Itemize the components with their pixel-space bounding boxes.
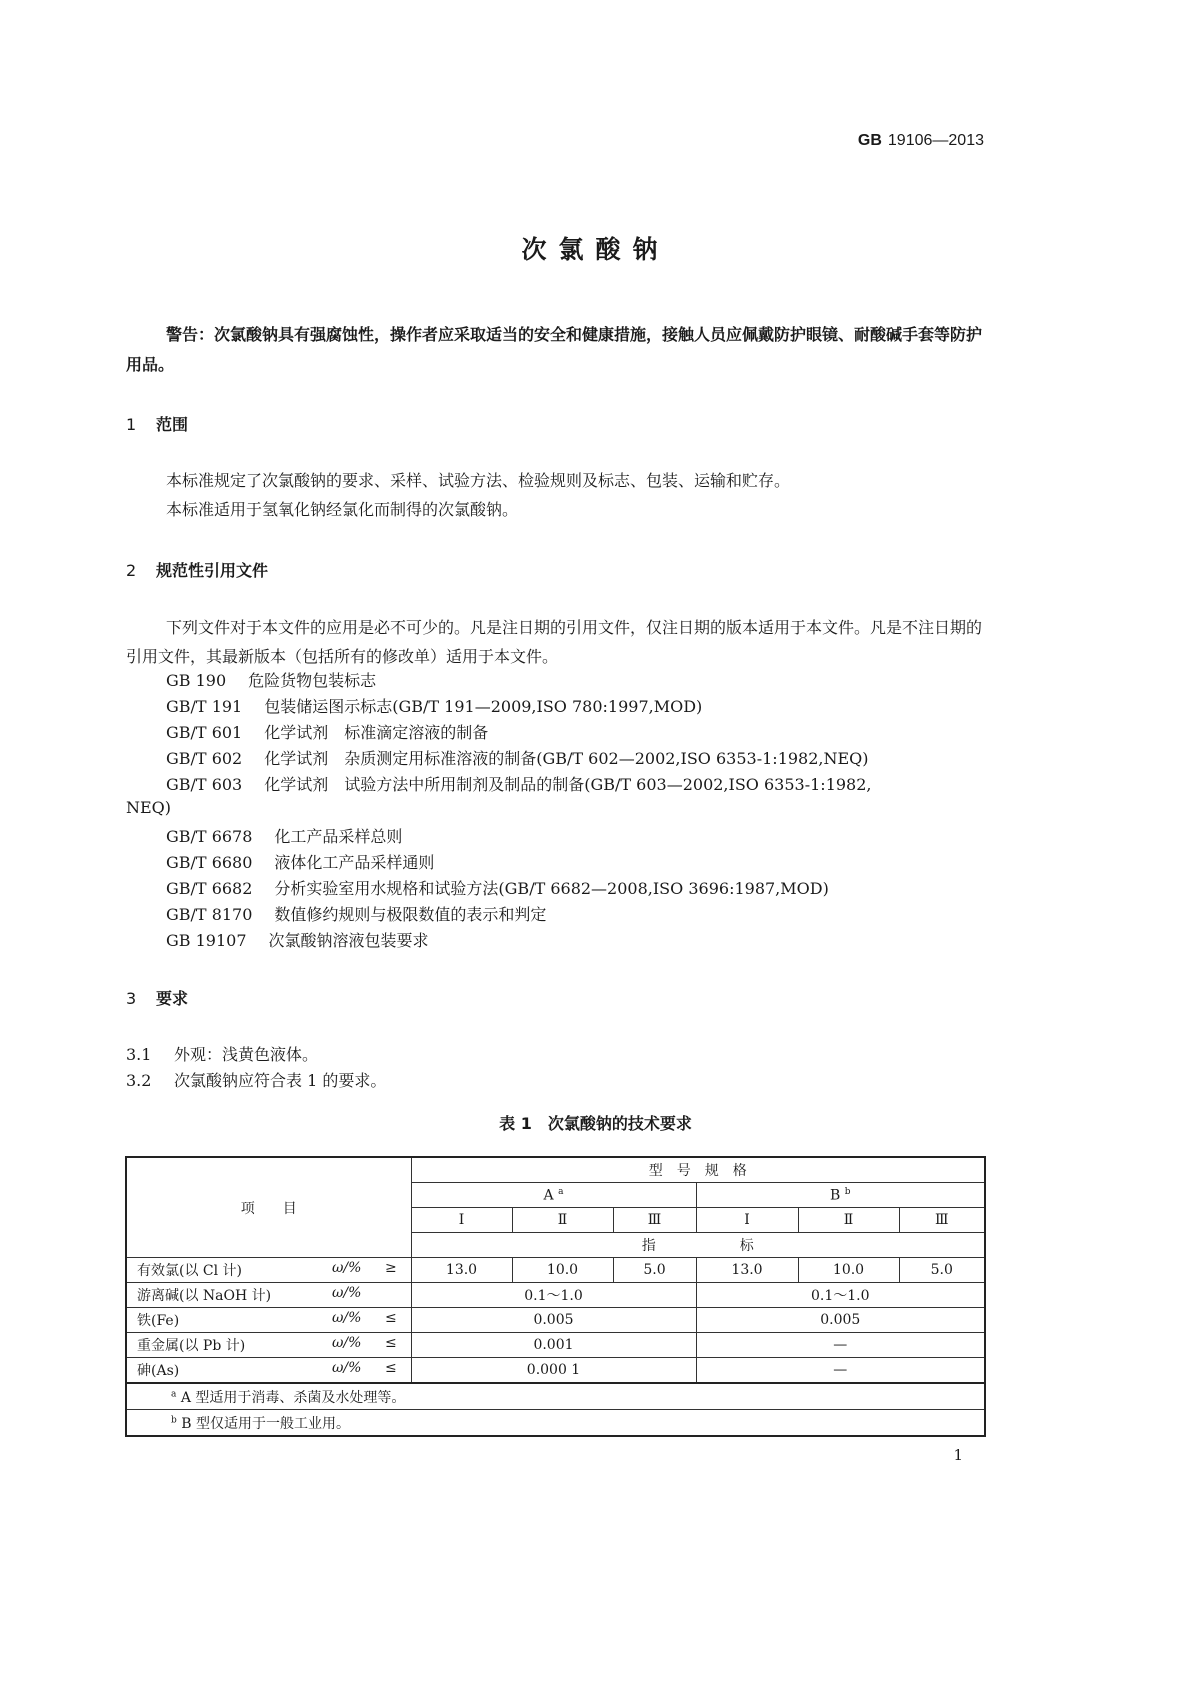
value-cell: 5.0 [613,1258,696,1283]
grade-cell: Ⅰ [411,1208,512,1233]
item-name: 有效氯(以 Cl 计) [137,1263,243,1279]
document-title: 次氯酸钠 [521,235,670,264]
reference-item [166,824,402,850]
references-intro: 下列文件对于本文件的应用是必不可少的。凡是注日期的引用文件，仅注日期的版本适用于本文件。凡是不注日期的引用文件，其最新版本（包括所有的修改单）适用于本文件。 [126,618,983,666]
std-number: 19106—2013 [887,132,984,149]
section-title: 范围 [156,415,189,434]
type-b-header [696,1183,985,1208]
section-num: 2 [126,561,137,580]
item-name: 重金属(以 Pb 计) [137,1338,246,1354]
reference-title: 化学试剂 试验方法中所用制剂及制品的制备(GB/T 603—2002,ISO 6353-1:1982, [264,775,872,794]
scope-para-1: 本标准规定了次氯酸钠的要求、采样、试验方法、检验规则及标志、包装、运输和贮存。 [166,471,791,490]
table-row [126,1358,985,1384]
section-title: 要求 [156,989,189,1008]
type-a-header [411,1183,696,1208]
technical-requirements-table [125,1156,986,1437]
item-cell [126,1258,411,1283]
reference-item [166,668,376,694]
item-cell [126,1283,411,1308]
clause-text: 次氯酸钠应符合表 1 的要求。 [174,1071,387,1090]
reference-code: GB/T 6680 [166,853,253,872]
section-2-heading [126,558,268,581]
page-number: 1 [953,1446,963,1464]
value-cell-b: — [696,1333,985,1358]
item-unit: ω/% [332,1260,362,1276]
value-cell-b: — [696,1358,985,1384]
item-name: 铁(Fe) [137,1313,180,1329]
reference-item [166,772,872,798]
table-row [126,1283,985,1308]
reference-item [166,746,869,772]
note-mark: a [558,1186,564,1197]
reference-title: 化学试剂 杂质测定用标准溶液的制备(GB/T 602—2002,ISO 6353-1:1982,NEQ) [264,749,869,768]
reference-item [166,876,829,902]
type-a: A [543,1187,554,1204]
section-3-heading [126,986,188,1009]
item-cell [126,1308,411,1333]
reference-item [166,720,488,746]
item-unit: ω/% [332,1310,362,1326]
note-mark: a [171,1388,177,1399]
reference-code: GB/T 602 [166,749,243,768]
item-header: 项 目 [126,1157,411,1258]
spec-header: 型 号 规 格 [411,1157,985,1183]
value-cell-a: 0.000 1 [411,1358,696,1384]
reference-continuation: NEQ) [126,798,172,817]
value-cell: 10.0 [798,1258,899,1283]
clause-num: 3.1 [126,1045,152,1064]
value-cell-a: 0.005 [411,1308,696,1333]
item-operator: ≤ [385,1310,397,1326]
section-1-heading [126,412,188,435]
reference-code: GB/T 6678 [166,827,253,846]
table-row [126,1308,985,1333]
reference-code: GB/T 603 [166,775,243,794]
note-mark: b [844,1186,851,1197]
section-title: 规范性引用文件 [156,561,269,580]
reference-code: GB/T 601 [166,723,243,742]
item-operator: ≤ [385,1335,397,1351]
reference-title: 分析实验室用水规格和试验方法(GB/T 6682—2008,ISO 3696:1987,MOD) [274,879,829,898]
note-text: A 型适用于消毒、杀菌及水处理等。 [180,1389,406,1406]
standard-number [858,132,984,150]
reference-code: GB 190 [166,671,227,690]
note-mark: b [171,1414,177,1425]
table-row [126,1258,985,1283]
value-cell-b: 0.1～1.0 [696,1283,985,1308]
reference-title: 次氯酸钠溶液包装要求 [268,931,429,950]
index-header: 指 标 [411,1233,985,1258]
reference-title: 液体化工产品采样通则 [274,853,435,872]
item-cell [126,1333,411,1358]
reference-title: 数值修约规则与极限数值的表示和判定 [274,905,547,924]
table-caption: 表 1 次氯酸钠的技术要求 [499,1114,692,1133]
table-note-b [126,1410,985,1437]
scope-para-2: 本标准适用于氢氧化钠经氯化而制得的次氯酸钠。 [166,500,519,519]
table-note-a [126,1383,985,1410]
clause-3-1 [126,1042,318,1065]
reference-title: 化工产品采样总则 [274,827,403,846]
clause-text: 外观：浅黄色液体。 [174,1045,319,1064]
note-text: B 型仅适用于一般工业用。 [181,1415,350,1432]
grade-cell: Ⅲ [613,1208,696,1233]
item-name: 砷(As) [137,1363,180,1379]
item-unit: ω/% [332,1285,362,1301]
value-cell-a: 0.1～1.0 [411,1283,696,1308]
reference-code: GB/T 191 [166,697,243,716]
table-row [126,1333,985,1358]
value-cell: 10.0 [512,1258,613,1283]
clause-3-2 [126,1068,386,1091]
reference-item [166,850,434,876]
reference-code: GB/T 6682 [166,879,253,898]
type-b: B [830,1187,841,1204]
reference-item [166,928,429,954]
item-operator: ≤ [385,1360,397,1376]
std-prefix: GB [857,132,882,149]
section-num: 3 [126,989,137,1008]
reference-title: 危险货物包装标志 [248,671,377,690]
item-name: 游离碱(以 NaOH 计) [137,1288,272,1304]
grade-cell: Ⅱ [512,1208,613,1233]
value-cell: 5.0 [899,1258,985,1283]
reference-code: GB/T 8170 [166,905,253,924]
reference-title: 化学试剂 标准滴定溶液的制备 [264,723,489,742]
item-unit: ω/% [332,1360,362,1376]
warning-text: 警告：次氯酸钠具有强腐蚀性，操作者应采取适当的安全和健康措施，接触人员应佩戴防护眼镜、耐酸碱手套等防护用品。 [126,325,983,374]
value-cell: 13.0 [411,1258,512,1283]
reference-code: GB 19107 [166,931,247,950]
grade-cell: Ⅱ [798,1208,899,1233]
section-num: 1 [126,415,137,434]
value-cell-a: 0.001 [411,1333,696,1358]
grade-cell: Ⅰ [696,1208,798,1233]
item-cell [126,1358,411,1384]
item-unit: ω/% [332,1335,362,1351]
grade-cell: Ⅲ [899,1208,985,1233]
clause-num: 3.2 [126,1071,152,1090]
reference-item [166,902,546,928]
value-cell: 13.0 [696,1258,798,1283]
value-cell-b: 0.005 [696,1308,985,1333]
reference-item [166,694,702,720]
reference-title: 包装储运图示标志(GB/T 191—2009,ISO 780:1997,MOD) [264,697,703,716]
item-operator: ≥ [385,1260,397,1276]
